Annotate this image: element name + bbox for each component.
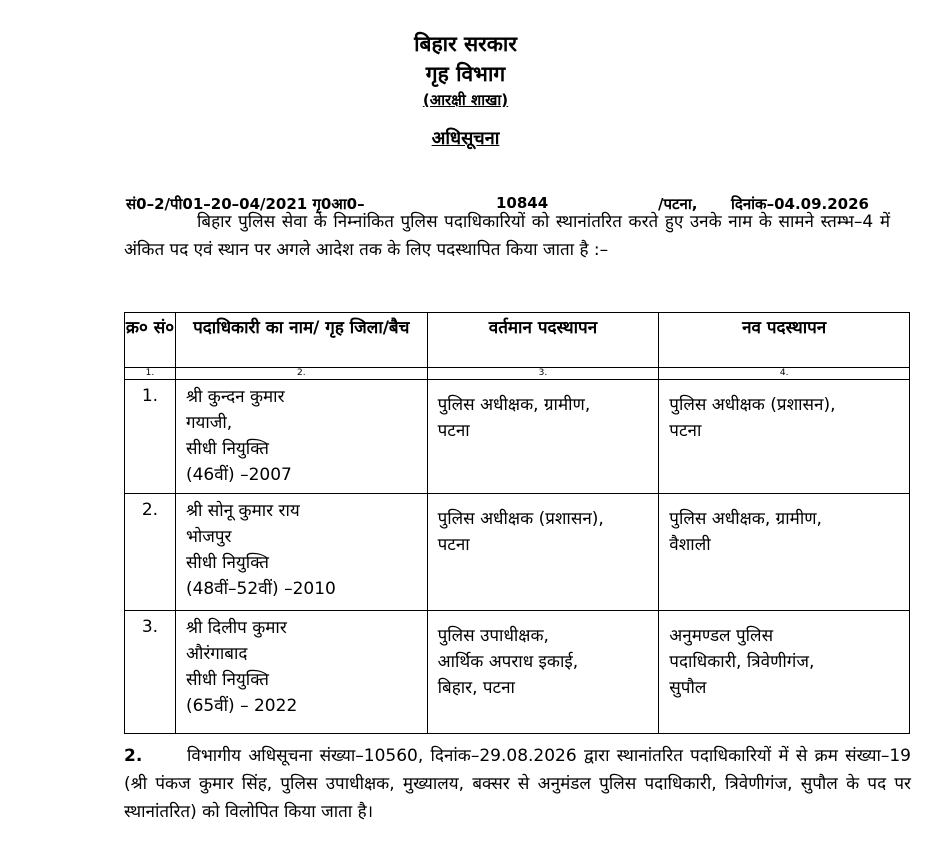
second-paragraph [124,742,911,826]
branch-name: (आरक्षी शाखा) [422,91,509,109]
recruitment-type: सीधी नियुक्ति [185,553,269,574]
reference-number: सं0–2/पी01–20–04/2021 गृ0आ0– [126,195,365,213]
posting-line: अनुमण्डल पुलिस [669,626,774,647]
reference-place: /पटना, [658,195,698,213]
govt-name: बिहार सरकार [414,32,517,56]
current-posting [427,611,659,734]
home-district: भोजपुर [185,527,232,548]
transfer-table [124,312,910,734]
home-district: औरंगाबाद [185,644,248,665]
col-header-new-posting: नव पदस्थापन [659,313,910,368]
department-name: गृह विभाग [425,62,506,86]
col-number: 2. [175,368,427,379]
column-number-row [125,368,910,379]
col-header-sn: क्र० सं० [125,313,176,368]
col-number: 4. [659,368,910,379]
row-sn: 2. [125,494,176,611]
officer-name: श्री दिलीप कुमार [185,618,287,639]
posting-line: वैशाली [669,535,711,556]
table-row [125,494,910,611]
posting-line: पटना [669,420,702,441]
col-header-current-posting: वर्तमान पदस्थापन [427,313,659,368]
posting-line: आर्थिक अपराध इकाई, [437,652,579,673]
recruitment-type: सीधी नियुक्ति [185,438,269,459]
posting-line: पुलिस अधीक्षक (प्रशासन), [437,509,604,530]
posting-line: पदाधिकारी, त्रिवेणीगंज, [669,652,815,673]
current-posting [427,494,659,611]
posting-line: पुलिस अधीक्षक, ग्रामीण, [669,509,822,530]
posting-line: पटना [437,420,470,441]
new-posting [659,379,910,494]
officer-name: श्री कुन्दन कुमार [185,386,285,407]
officer-details [175,379,427,494]
recruitment-type: सीधी नियुक्ति [185,670,269,691]
col-header-name: पदाधिकारी का नाम/ गृह जिला/बैच [175,313,427,368]
col-number: 3. [427,368,659,379]
paragraph-number: 2. [124,746,143,766]
new-posting [659,494,910,611]
row-sn: 1. [125,379,176,494]
officer-details [175,494,427,611]
posting-line: सुपौल [669,678,707,699]
intro-paragraph: बिहार पुलिस सेवा के निम्नांकित पुलिस पदाधिकारियों को स्थानांतरित करते हुए उनके नाम के सामने स्तम्भ–4 में अंकित पद एवं स्थान पर अगले आदेश तक के लिए पदस्थापित किया जाता है :– [124,212,890,260]
col-number: 1. [125,368,176,379]
new-posting [659,611,910,734]
table-row [125,379,910,494]
officer-name: श्री सोनू कुमार राय [185,501,300,522]
posting-line: बिहार, पटना [437,678,515,699]
current-posting [427,379,659,494]
posting-line: पुलिस अधीक्षक (प्रशासन), [669,394,836,415]
home-district: गयाजी, [185,412,233,433]
posting-line: पटना [437,535,470,556]
batch: (48वीं–52वीं) –2010 [185,579,336,600]
notification-title: अधिसूचना [431,128,500,149]
batch: (46वीं) –2007 [185,464,292,485]
table-header-row [125,313,910,368]
officer-details [175,611,427,734]
row-sn: 3. [125,611,176,734]
paragraph-text: विभागीय अधिसूचना संख्या–10560, दिनांक–29.08.2026 द्वारा स्थानांतरित पदाधिकारियों में से क्रम संख्या–19 (श्री पंकज कुमार सिंह, पुलिस उपाधीक्षक, मुख्यालय, बक्सर से अनुमंडल पुलिस पदाधिकारी, त्रिवेणीगंज, सुपौल के पद पर स्थानांतरित) को विलोपित किया जाता है। [124,746,911,822]
posting-line: पुलिस उपाधीक्षक, [437,626,549,647]
table-row [125,611,910,734]
posting-line: पुलिस अधीक्षक, ग्रामीण, [437,394,591,415]
batch: (65वीं) – 2022 [185,696,298,717]
reference-date: दिनांक–04.09.2026 [731,195,869,213]
reference-serial: 10844 [496,194,549,212]
